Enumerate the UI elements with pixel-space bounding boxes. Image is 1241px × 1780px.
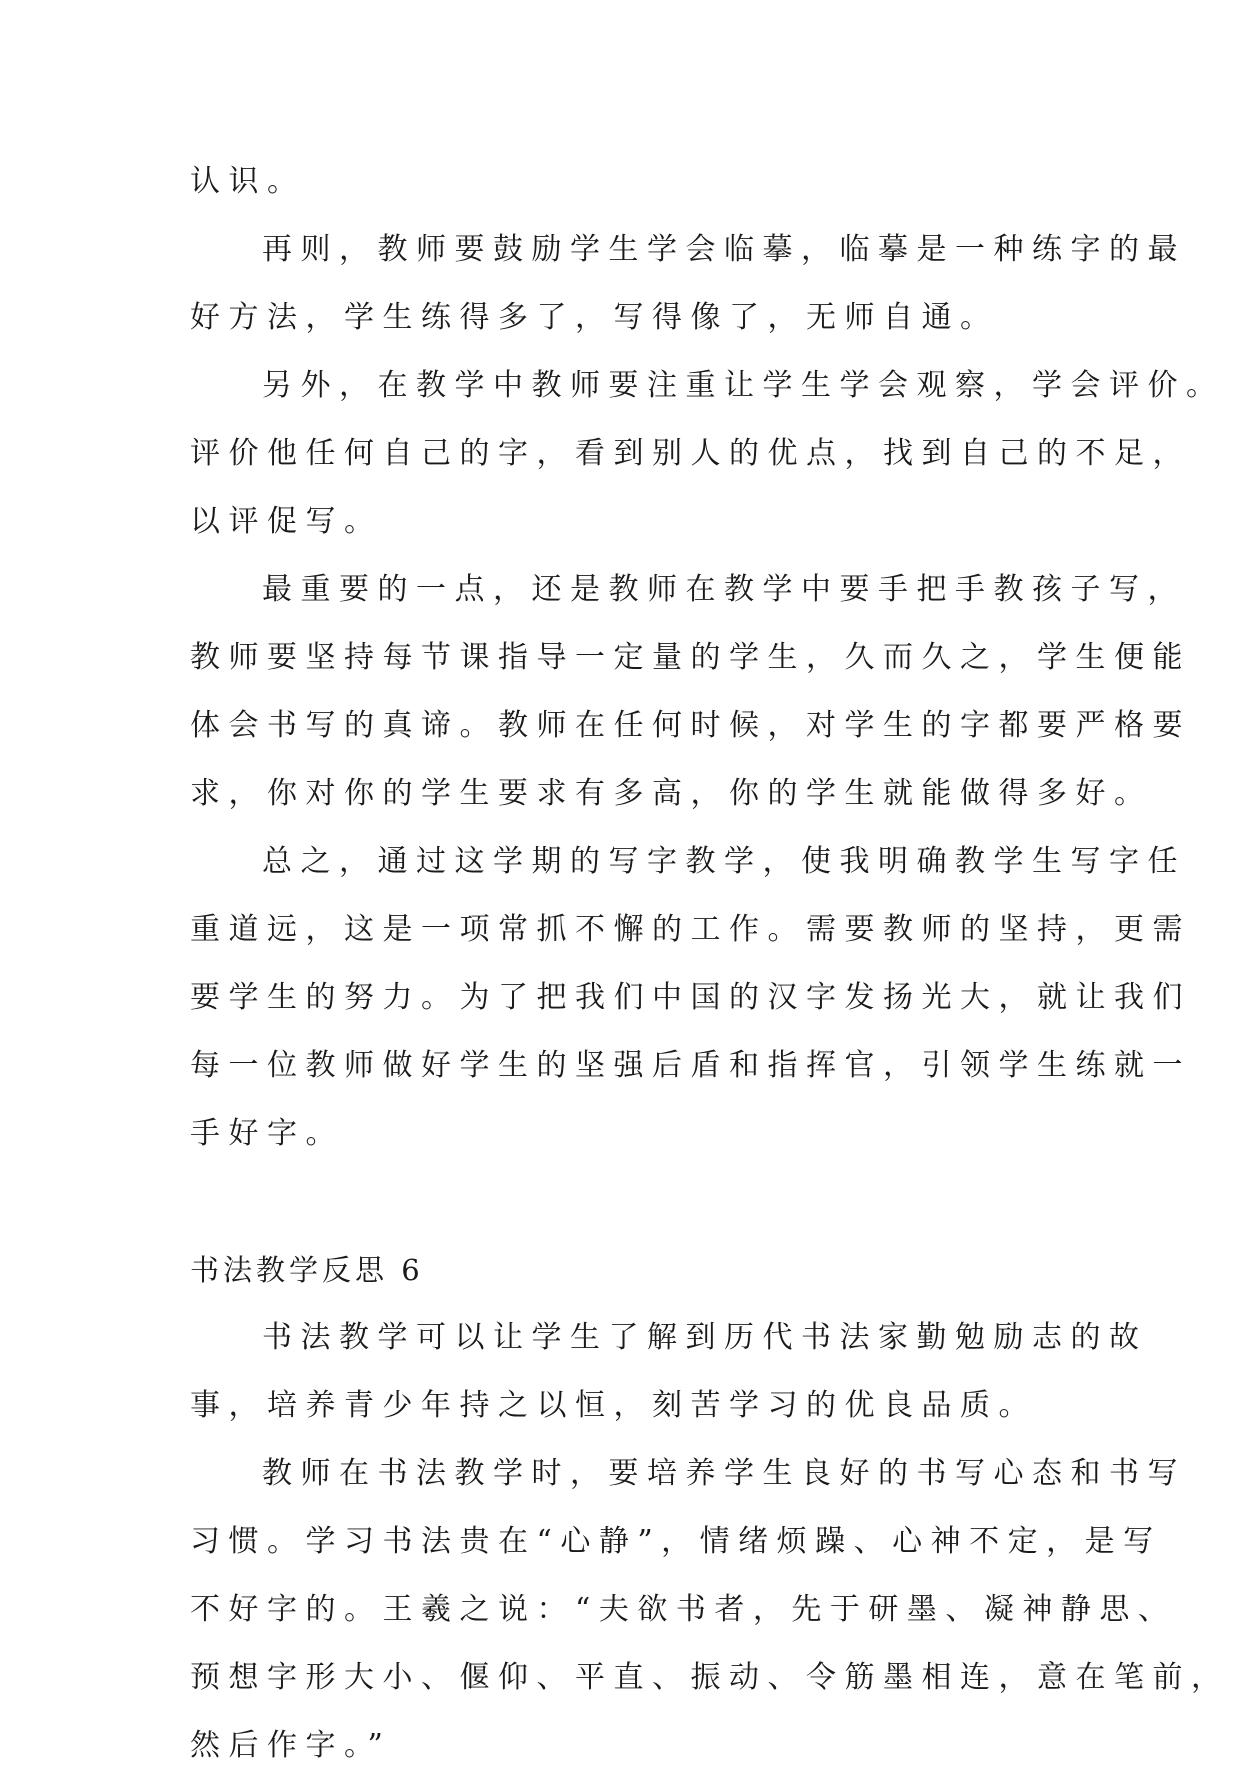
text-line: 评价他任何自己的字，看到别人的优点，找到自己的不足， (190, 436, 1191, 471)
text-line: 事，培养青少年持之以恒，刻苦学习的优良品质。 (190, 1388, 1037, 1423)
text-line: 不好字的。王羲之说：“夫欲书者，先于研墨、凝神静思、 (190, 1592, 1177, 1627)
text-line: 手好字。 (190, 1116, 344, 1151)
paragraph-start-line: 最重要的一点，还是教师在教学中要手把手教孩子写， (262, 572, 1186, 607)
text-line: 习惯。学习书法贵在“心静”，情绪烦躁、心神不定，是写 (190, 1524, 1162, 1559)
text-line: 教师要坚持每节课指导一定量的学生，久而久之，学生便能 (190, 640, 1191, 675)
paragraph-start-line: 书法教学可以让学生了解到历代书法家勤勉励志的故 (262, 1320, 1148, 1355)
text-line: 认识。 (190, 164, 306, 199)
paragraph-start-line: 另外，在教学中教师要注重让学生学会观察，学会评价。 (262, 368, 1225, 403)
section-title: 书法教学反思 6 (190, 1253, 424, 1287)
paragraph-start-line: 教师在书法教学时，要培养学生良好的书写心态和书写 (262, 1456, 1186, 1491)
text-line: 以评促写。 (190, 504, 383, 539)
section-spacer (190, 1168, 1050, 1236)
document-page (190, 148, 1230, 1780)
text-line: 要学生的努力。为了把我们中国的汉字发扬光大，就让我们 (190, 980, 1191, 1015)
text-line: 预想字形大小、偃仰、平直、振动、令筋墨相连，意在笔前， (190, 1660, 1230, 1695)
paragraph-start-line: 总之，通过这学期的写字教学，使我明确教学生写字任 (262, 844, 1186, 879)
text-line: 体会书写的真谛。教师在任何时候，对学生的字都要严格要 (190, 708, 1191, 743)
text-line: 然后作字。” (190, 1728, 392, 1763)
text-line: 每一位教师做好学生的坚强后盾和指挥官，引领学生练就一 (190, 1048, 1191, 1083)
text-line: 好方法，学生练得多了，写得像了，无师自通。 (190, 300, 999, 335)
paragraph-start-line: 再则，教师要鼓励学生学会临摹，临摹是一种练字的最 (262, 232, 1186, 267)
text-line: 重道远，这是一项常抓不懈的工作。需要教师的坚持，更需 (190, 912, 1191, 947)
text-line: 求，你对你的学生要求有多高，你的学生就能做得多好。 (190, 776, 1153, 811)
